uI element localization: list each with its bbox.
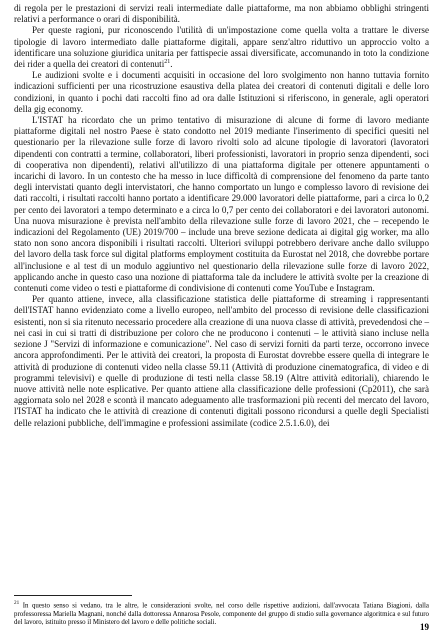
paragraph-5: Per quanto attiene, invece, alla classificazione statistica delle piattaforme di streaming i rappresentanti dell'ISTAT hanno evidenziato come a livello europeo, nell'ambito del processo di revisione delle classificazioni esistenti, non si sia ritenuto necessario procedere alla creazione di una nuova classe di attività, prevedendosi che – nei casi in cui si tratti di distribuzione per coloro che ne producono i contenuti – le attività siano incluse nella sezione J "Servizi di informazione e comunicazione". Nel caso di servizi forniti da parti terze, occorrono invece ancora approfondimenti. Per le attività dei creatori, la proposta di Eurostat dovrebbe essere quella di integrare le attività di produzione di contenuti video nella classe 59.11 (Attività di produzione cinematografica, di video e di programmi televisivi) e quelle di produzione di testi nella classe 58.19 (Altre attività editoriali), chiarendo le nuove attività nelle note esplicative. Per quanto attiene alla classificazione delle professioni (Cp2011), che sarà aggiornata solo nel 2028 e scontà il mancato adeguamento alle trasformazioni più recenti del mercato del lavoro, l'ISTAT ha indicato che le attività di creazione di contenuti digitali possono ricondursi a quelle degli Specialisti delle relazioni pubbliche, dell'immagine e professioni assimilate (codice 2.5.1.6.0), dei (14, 294, 429, 428)
footnote-number: 21 (14, 600, 20, 606)
footnote (14, 599, 429, 627)
paragraph-2: Per queste ragioni, pur riconoscendo l'utilità di un'impostazione come quella volta a trattare le diverse tipologie di lavoro intermediato dalle piattaforme digitali, appare senz'altro riduttivo un approccio volto a identificare una soluzione giuridica unitaria per fattispecie assai diversificate, accomunando in toto la condizione dei rider a quella dei creatori di contenuti$^{21}$. (14, 25, 429, 70)
page-number: 19 (420, 622, 429, 632)
paragraph-3: Le audizioni svolte e i documenti acquisiti in occasione del loro svolgimento non hanno tuttavia fornito indicazioni sufficienti per una ricostruzione esaustiva della platea dei creatori di contenuti digitali e delle loro condizioni, in quanto i pochi dati raccolti fino ad ora dalle Istituzioni si riferiscono, in generale, agli operatori della gig economy. (14, 70, 429, 114)
paragraph-1: di regola per le prestazioni di servizi reali intermediate dalle piattaforme, ma non abbiamo obblighi stringenti relativi a performance o orari di disponibilità. (14, 3, 429, 25)
footnote-divider (14, 595, 132, 596)
paragraph-4: L'ISTAT ha ricordato che un primo tentativo di misurazione di alcune di forme di lavoro mediante piattaforme digitali nel nostro Paese è stato condotto nel 2019 mediante l'inserimento di specifici quesiti nel questionario per la rilevazione sulle forze di lavoro rivolti solo ad alcune tipologie di lavoratori (lavoratori dipendenti con contratti a termine, collaboratori, liberi professionisti, lavoratori in proprio senza dipendenti, soci di cooperativa non dipendenti), relativi all'utilizzo di una piattaforma digitale per ottenere appuntamenti o incarichi di lavoro. In un contesto che ha messo in luce difficoltà di comprensione del fenomeno da parte tanto degli intervistati quanto degli intervistatori, che hanno comportato un lungo e complesso lavoro di revisione dei dati raccolti, i risultati raccolti hanno portato a identificare 29.000 lavoratori delle piattaforme, pari a circa lo 0,2 per cento dei lavoratori a tempo determinato e a circa lo 0,7 per cento dei collaboratori e dei lavoratori autonomi. Una nuova misurazione è prevista nell'ambito della rilevazione sulle forze di lavoro 2021, che – recependo le indicazioni del Regolamento (UE) 2019/700 – include una breve sezione dedicata ai digital gig worker, ma allo stato non sono ancora disponibili i risultati raccolti. Ulteriori sviluppi potrebbero derivare anche dallo sviluppo del lavoro della task force sul digital platforms employment costituita da Eurostat nel 2018, che dovrebbe portare all'inclusione e al test di un modulo aggiuntivo nel questionario della rilevazione sulle forze di lavoro 2022, applicando anche in questo caso una nozione di piattaforma tale da includere le attività svolte per la creazione di contenuti come video o testi e piattaforme di condivisione di contenuti come YouTube e Instagram. (14, 115, 429, 294)
paragraph-2-text: Per queste ragioni, pur riconoscendo l'utilità di un'impostazione come quella volta a trattare le diverse tipologie di lavoro intermediato dalle piattaforme digitali, appare senz'altro riduttivo un approccio volto a identificare una soluzione giuridica unitaria per fattispecie assai diversificate, accomunando in toto la condizione dei rider a quella dei creatori di contenuti (14, 25, 429, 70)
footnote-reference[interactable]: 21 (164, 58, 171, 65)
footnote-text: In questo senso si vedano, tra le altre, le considerazioni svolte, nel corso delle rispettive audizioni, dall'avvocata Tatiana Biagioni, dalla professoressa Mariella Magnani, nonché dalla dottoressa Annarosa Pesole, componente del gruppo di studio sulla governance algoritmica e sul futuro del lavoro, istituito presso il Ministero del lavoro e delle politiche sociali. (14, 602, 429, 626)
